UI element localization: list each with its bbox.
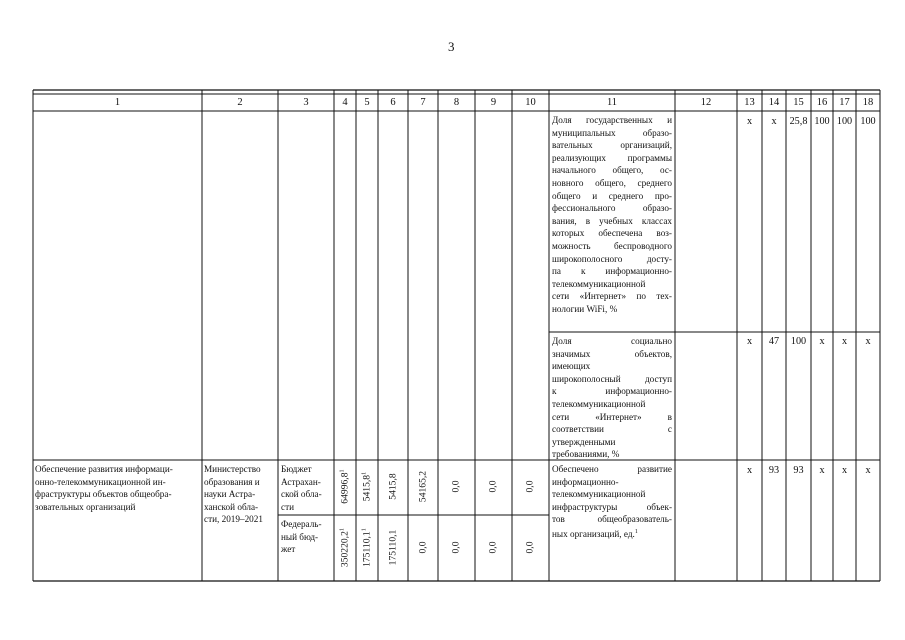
header-col-9: 9 [490, 97, 497, 108]
federal-amount-col4: 350220,2$^1$ [339, 528, 351, 568]
regional-amount-col7: 54165,2 [417, 470, 429, 503]
regional-amount-col4: 64996,8$^1$ [339, 469, 351, 504]
social-value-15: 100 [790, 336, 807, 347]
federal-amount-col5: 175110,1$^1$ [361, 528, 373, 567]
header-col-3: 3 [303, 97, 309, 108]
page-number: 3 [448, 39, 455, 54]
measure-name: Обеспечение развития информаци- онно-телекоммуникационной ин- фраструктуры объектов общеобра- зовательных организаций [35, 464, 173, 512]
infra-value-17: x [841, 465, 848, 476]
social-value-16: x [819, 336, 825, 347]
header-col-13: 13 [744, 97, 755, 108]
header-col-7: 7 [420, 97, 426, 108]
wifi-value-16: 100 [814, 116, 830, 127]
federal-amount-col8: 0,0 [450, 541, 462, 554]
regional-amount-col10: 0,0 [524, 480, 536, 493]
social-value-14: 47 [768, 336, 780, 347]
wifi-value-18: 100 [860, 116, 876, 127]
header-col-6: 6 [390, 97, 396, 108]
funding-source-federal: Федераль- ный бюд- жет [281, 519, 322, 555]
infra-value-16: x [819, 465, 825, 476]
header-col-1: 1 [114, 97, 121, 108]
regional-amount-col6: 5415,8 [387, 473, 399, 500]
header-col-12: 12 [700, 97, 712, 108]
infra-value-14: 93 [768, 465, 780, 476]
header-col-16: 16 [816, 97, 828, 108]
indicator-infrastructure-text: Обеспечено развитие информационно- телекоммуникационной инфраструктуры объек- тов общеобразователь- ных организаций, ед.$^1$ [552, 464, 672, 540]
social-value-13: x [746, 336, 753, 347]
social-value-18: x [865, 336, 871, 347]
social-value-17: x [841, 336, 848, 347]
federal-amount-col7: 0,0 [417, 541, 429, 554]
regional-amount-col9: 0,0 [487, 480, 499, 493]
federal-amount-col9: 0,0 [487, 541, 499, 554]
wifi-value-17: 100 [836, 116, 853, 127]
measure-executor: Министерство образования и науки Астра- ханской обла- сти, 2019–2021 [204, 464, 263, 525]
header-col-14: 14 [768, 97, 780, 108]
federal-amount-col6: 175110,1 [387, 529, 399, 566]
infra-value-15: 93 [793, 465, 804, 476]
infra-value-18: x [865, 465, 871, 476]
federal-amount-col10: 0,0 [524, 541, 536, 554]
header-col-10: 10 [525, 97, 536, 108]
header-col-5: 5 [364, 97, 370, 108]
infra-value-13: x [746, 465, 753, 476]
header-col-18: 18 [862, 97, 874, 108]
regional-amount-col8: 0,0 [450, 480, 462, 493]
header-col-2: 2 [237, 97, 243, 108]
wifi-value-15: 25,8 [789, 116, 808, 127]
wifi-value-13: x [746, 116, 753, 127]
header-col-15: 15 [793, 97, 804, 108]
wifi-value-14: x [771, 116, 777, 127]
regional-amount-col5: 5415,8$^1$ [361, 471, 373, 502]
header-col-17: 17 [839, 97, 850, 108]
header-col-4: 4 [342, 97, 348, 108]
funding-source-regional: Бюджет Астрахан- ской обла- сти [281, 464, 322, 512]
header-col-8: 8 [453, 97, 460, 108]
indicator-social-text: Доля социально значимых объектов, имеющих широкополосный доступ к информационно- телекоммуникационной сети «Интернет» в соответствии с утвержденными требованиями, % [552, 336, 672, 460]
header-col-11: 11 [606, 97, 618, 108]
indicator-wifi-text: Доля государственных и муниципальных образо- вательных организаций, реализующих программы начального общего, ос- новного общего, среднего общего и среднего про- фессионального образо- вания, в учебных классах которых обеспечена воз- можность беспроводного широкополосного досту- па к информационно- телекоммуникационной сети «Интернет» по тех- нологии WiFi, % [552, 115, 672, 314]
